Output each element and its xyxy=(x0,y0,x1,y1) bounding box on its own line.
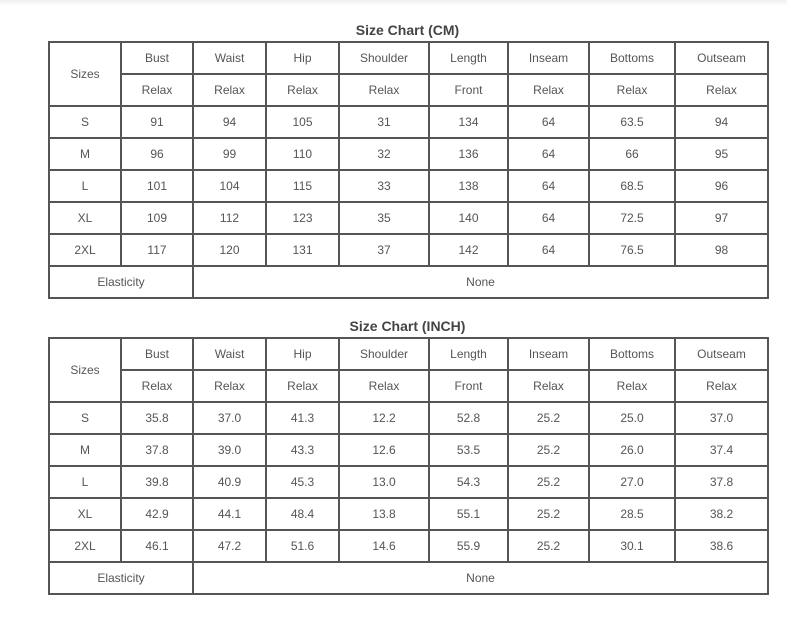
table-cell: 31 xyxy=(339,106,429,138)
table-row xyxy=(49,138,768,170)
size-label: 2XL xyxy=(49,530,121,562)
table-cell: 68.5 xyxy=(589,170,675,202)
column-header-bust: Bust xyxy=(121,338,193,370)
size-label: S xyxy=(49,106,121,138)
table-cell: 110 xyxy=(266,138,339,170)
fit-cell: Relax xyxy=(589,74,675,106)
table-cell: 37.8 xyxy=(675,466,768,498)
table-cell: 25.2 xyxy=(508,498,589,530)
table-cell: 64 xyxy=(508,138,589,170)
sizes-header: Sizes xyxy=(49,338,121,402)
fit-cell: Relax xyxy=(339,370,429,402)
table-cell: 30.1 xyxy=(589,530,675,562)
table-cell: 112 xyxy=(193,202,266,234)
table-cell: 95 xyxy=(675,138,768,170)
column-header-waist: Waist xyxy=(193,338,266,370)
table-cell: 28.5 xyxy=(589,498,675,530)
table-cell: 134 xyxy=(429,106,508,138)
fit-cell: Relax xyxy=(339,74,429,106)
column-header-inseam: Inseam xyxy=(508,338,589,370)
fit-cell: Relax xyxy=(121,74,193,106)
table-cell: 42.9 xyxy=(121,498,193,530)
size-chart-inch-table xyxy=(48,337,769,595)
column-header-length: Length xyxy=(429,42,508,74)
header-row xyxy=(49,338,768,370)
size-label: M xyxy=(49,138,121,170)
size-chart-cm-table xyxy=(48,41,769,299)
table-row xyxy=(49,170,768,202)
table-cell: 66 xyxy=(589,138,675,170)
table-cell: 32 xyxy=(339,138,429,170)
fit-cell: Relax xyxy=(675,74,768,106)
size-chart-cm-title: Size Chart (CM) xyxy=(355,22,460,38)
column-header-outseam: Outseam xyxy=(675,338,768,370)
column-header-waist: Waist xyxy=(193,42,266,74)
table-cell: 97 xyxy=(675,202,768,234)
size-label: L xyxy=(49,466,121,498)
size-label: 2XL xyxy=(49,234,121,266)
column-header-bottoms: Bottoms xyxy=(589,338,675,370)
table-cell: 45.3 xyxy=(266,466,339,498)
table-cell: 26.0 xyxy=(589,434,675,466)
table-cell: 35 xyxy=(339,202,429,234)
elasticity-value: None xyxy=(193,266,768,298)
fit-cell: Front xyxy=(429,370,508,402)
table-cell: 40.9 xyxy=(193,466,266,498)
table-cell: 51.6 xyxy=(266,530,339,562)
table-cell: 37.0 xyxy=(193,402,266,434)
table-cell: 96 xyxy=(121,138,193,170)
table-cell: 54.3 xyxy=(429,466,508,498)
fit-cell: Relax xyxy=(121,370,193,402)
elasticity-label: Elasticity xyxy=(49,266,193,298)
table-cell: 25.2 xyxy=(508,434,589,466)
table-cell: 94 xyxy=(193,106,266,138)
table-row xyxy=(49,234,768,266)
table-cell: 25.2 xyxy=(508,466,589,498)
fit-cell: Front xyxy=(429,74,508,106)
table-cell: 25.2 xyxy=(508,530,589,562)
table-cell: 55.9 xyxy=(429,530,508,562)
table-cell: 117 xyxy=(121,234,193,266)
table-cell: 123 xyxy=(266,202,339,234)
table-row xyxy=(49,106,768,138)
table-cell: 55.1 xyxy=(429,498,508,530)
table-cell: 91 xyxy=(121,106,193,138)
table-row xyxy=(49,466,768,498)
table-cell: 98 xyxy=(675,234,768,266)
fit-cell: Relax xyxy=(508,74,589,106)
table-cell: 39.0 xyxy=(193,434,266,466)
elasticity-value: None xyxy=(193,562,768,594)
table-cell: 47.2 xyxy=(193,530,266,562)
table-cell: 115 xyxy=(266,170,339,202)
column-header-inseam: Inseam xyxy=(508,42,589,74)
fit-row xyxy=(49,370,768,402)
table-cell: 13.0 xyxy=(339,466,429,498)
table-cell: 140 xyxy=(429,202,508,234)
size-label: S xyxy=(49,402,121,434)
table-row xyxy=(49,202,768,234)
elasticity-row xyxy=(49,562,768,594)
table-cell: 64 xyxy=(508,106,589,138)
table-cell: 76.5 xyxy=(589,234,675,266)
fit-cell: Relax xyxy=(266,74,339,106)
fit-cell: Relax xyxy=(193,370,266,402)
table-cell: 44.1 xyxy=(193,498,266,530)
column-header-outseam: Outseam xyxy=(675,42,768,74)
elasticity-row xyxy=(49,266,768,298)
column-header-shoulder: Shoulder xyxy=(339,42,429,74)
table-row xyxy=(49,498,768,530)
table-cell: 12.6 xyxy=(339,434,429,466)
table-row xyxy=(49,402,768,434)
table-cell: 38.6 xyxy=(675,530,768,562)
table-cell: 37.0 xyxy=(675,402,768,434)
header-row xyxy=(49,42,768,74)
table-cell: 37.4 xyxy=(675,434,768,466)
column-header-bust: Bust xyxy=(121,42,193,74)
table-row xyxy=(49,434,768,466)
table-cell: 63.5 xyxy=(589,106,675,138)
size-label: M xyxy=(49,434,121,466)
fit-cell: Relax xyxy=(266,370,339,402)
table-cell: 39.8 xyxy=(121,466,193,498)
size-chart-cm-body xyxy=(49,42,768,298)
table-cell: 64 xyxy=(508,234,589,266)
table-cell: 64 xyxy=(508,170,589,202)
fit-cell: Relax xyxy=(193,74,266,106)
size-label: XL xyxy=(49,202,121,234)
top-shadow xyxy=(0,0,787,6)
table-cell: 35.8 xyxy=(121,402,193,434)
sizes-header: Sizes xyxy=(49,42,121,106)
table-cell: 94 xyxy=(675,106,768,138)
table-cell: 131 xyxy=(266,234,339,266)
table-cell: 27.0 xyxy=(589,466,675,498)
table-cell: 136 xyxy=(429,138,508,170)
table-cell: 37.8 xyxy=(121,434,193,466)
fit-cell: Relax xyxy=(508,370,589,402)
elasticity-label: Elasticity xyxy=(49,562,193,594)
size-chart-inch-body xyxy=(49,338,768,594)
table-cell: 33 xyxy=(339,170,429,202)
size-label: L xyxy=(49,170,121,202)
table-cell: 43.3 xyxy=(266,434,339,466)
table-cell: 104 xyxy=(193,170,266,202)
table-cell: 25.0 xyxy=(589,402,675,434)
column-header-bottoms: Bottoms xyxy=(589,42,675,74)
size-chart-inch-title: Size Chart (INCH) xyxy=(349,318,466,334)
table-cell: 101 xyxy=(121,170,193,202)
fit-row xyxy=(49,74,768,106)
table-cell: 96 xyxy=(675,170,768,202)
fit-cell: Relax xyxy=(589,370,675,402)
size-label: XL xyxy=(49,498,121,530)
table-cell: 12.2 xyxy=(339,402,429,434)
table-cell: 138 xyxy=(429,170,508,202)
table-cell: 53.5 xyxy=(429,434,508,466)
table-cell: 120 xyxy=(193,234,266,266)
table-cell: 52.8 xyxy=(429,402,508,434)
table-row xyxy=(49,530,768,562)
table-cell: 38.2 xyxy=(675,498,768,530)
table-cell: 105 xyxy=(266,106,339,138)
table-cell: 48.4 xyxy=(266,498,339,530)
table-cell: 109 xyxy=(121,202,193,234)
column-header-hip: Hip xyxy=(266,42,339,74)
column-header-shoulder: Shoulder xyxy=(339,338,429,370)
column-header-hip: Hip xyxy=(266,338,339,370)
table-cell: 41.3 xyxy=(266,402,339,434)
table-cell: 46.1 xyxy=(121,530,193,562)
table-cell: 14.6 xyxy=(339,530,429,562)
column-header-length: Length xyxy=(429,338,508,370)
table-cell: 25.2 xyxy=(508,402,589,434)
table-cell: 64 xyxy=(508,202,589,234)
table-cell: 142 xyxy=(429,234,508,266)
table-cell: 37 xyxy=(339,234,429,266)
table-cell: 99 xyxy=(193,138,266,170)
table-cell: 13.8 xyxy=(339,498,429,530)
fit-cell: Relax xyxy=(675,370,768,402)
table-cell: 72.5 xyxy=(589,202,675,234)
